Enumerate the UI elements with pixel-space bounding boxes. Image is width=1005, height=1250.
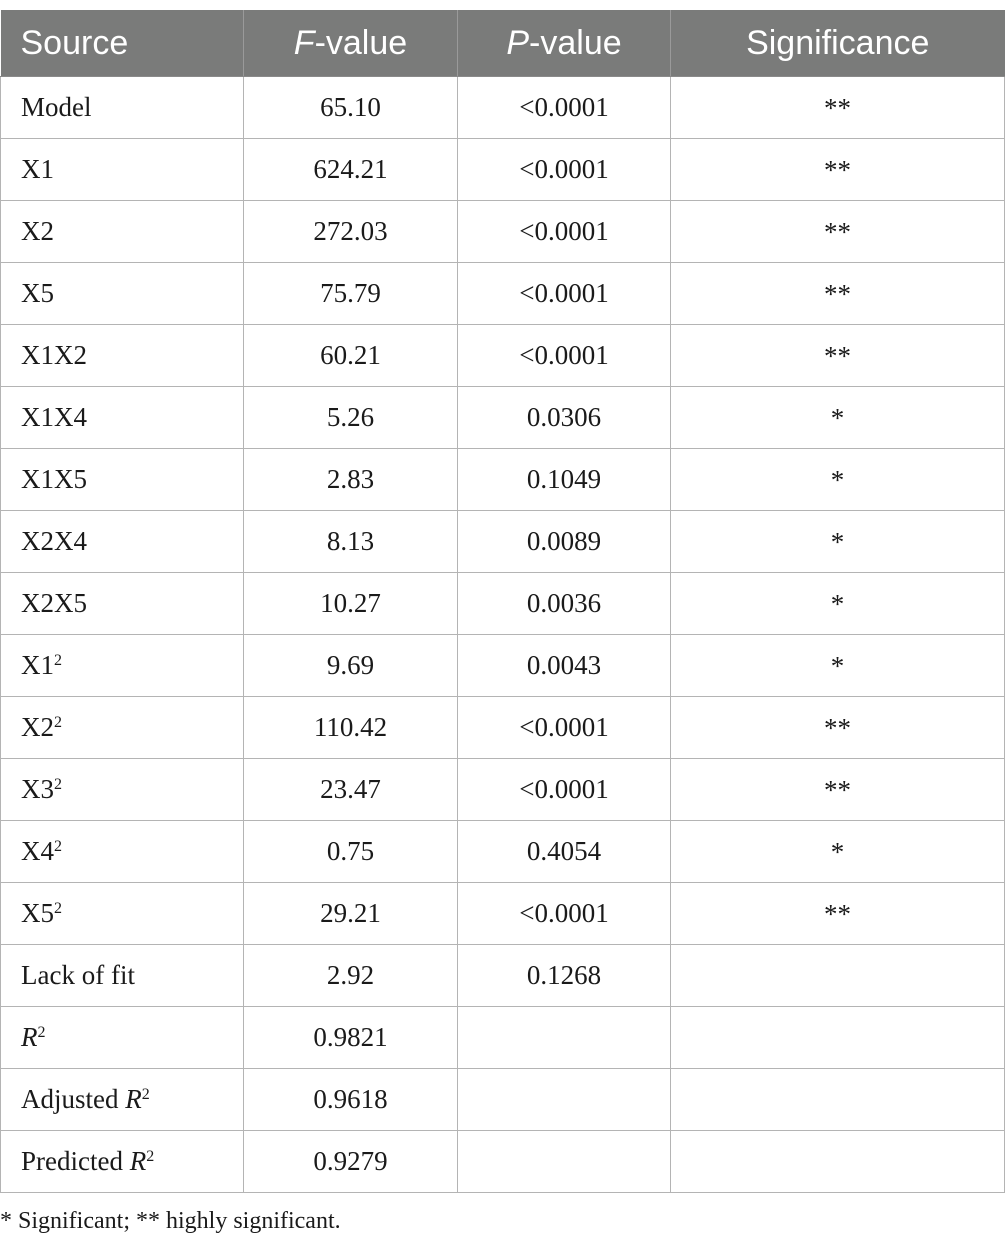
cell-significance: * bbox=[671, 511, 1005, 573]
cell-p-value: <0.0001 bbox=[458, 263, 671, 325]
cell-f-value: 5.26 bbox=[244, 387, 458, 449]
cell-f-value: 2.83 bbox=[244, 449, 458, 511]
table-row bbox=[1, 883, 1005, 945]
cell-p-value bbox=[458, 1131, 671, 1193]
cell-f-value: 0.75 bbox=[244, 821, 458, 883]
cell-f-value: 110.42 bbox=[244, 697, 458, 759]
cell-source: X1X2 bbox=[1, 325, 244, 387]
cell-f-value: 2.92 bbox=[244, 945, 458, 1007]
cell-source: $X1^2$ bbox=[1, 635, 244, 697]
table-row bbox=[1, 635, 1005, 697]
table-row-adjusted-r-squared bbox=[1, 1069, 1005, 1131]
cell-significance: ** bbox=[671, 139, 1005, 201]
cell-p-value bbox=[458, 1007, 671, 1069]
header-p-value: P-value bbox=[458, 10, 671, 77]
anova-table bbox=[0, 10, 1005, 1193]
cell-p-value bbox=[458, 1069, 671, 1131]
cell-source: $X2^2$ bbox=[1, 697, 244, 759]
cell-significance: * bbox=[671, 821, 1005, 883]
cell-f-value: 29.21 bbox=[244, 883, 458, 945]
cell-f-value: 9.69 bbox=[244, 635, 458, 697]
cell-f-value: 10.27 bbox=[244, 573, 458, 635]
cell-significance: ** bbox=[671, 201, 1005, 263]
cell-source: Predicted $R^2$ bbox=[1, 1131, 244, 1193]
cell-significance bbox=[671, 1007, 1005, 1069]
cell-source: X1 bbox=[1, 139, 244, 201]
cell-significance bbox=[671, 1131, 1005, 1193]
cell-p-value: 0.0089 bbox=[458, 511, 671, 573]
table-header-row bbox=[1, 10, 1005, 77]
cell-f-value: 624.21 bbox=[244, 139, 458, 201]
cell-f-value: 0.9821 bbox=[244, 1007, 458, 1069]
cell-p-value: 0.0306 bbox=[458, 387, 671, 449]
cell-p-value: 0.1049 bbox=[458, 449, 671, 511]
cell-source: X1X5 bbox=[1, 449, 244, 511]
anova-table-container bbox=[0, 10, 1004, 1193]
cell-source: X2X4 bbox=[1, 511, 244, 573]
table-row bbox=[1, 387, 1005, 449]
cell-f-value: 0.9279 bbox=[244, 1131, 458, 1193]
cell-p-value: 0.1268 bbox=[458, 945, 671, 1007]
cell-source: $X3^2$ bbox=[1, 759, 244, 821]
cell-p-value: 0.0043 bbox=[458, 635, 671, 697]
cell-significance bbox=[671, 1069, 1005, 1131]
table-footnote: * Significant; ** highly significant. bbox=[0, 1208, 341, 1234]
table-row bbox=[1, 697, 1005, 759]
table-row bbox=[1, 77, 1005, 139]
table-row bbox=[1, 945, 1005, 1007]
cell-f-value: 75.79 bbox=[244, 263, 458, 325]
cell-significance: ** bbox=[671, 883, 1005, 945]
cell-source: $X4^2$ bbox=[1, 821, 244, 883]
cell-f-value: 8.13 bbox=[244, 511, 458, 573]
cell-source: X2 bbox=[1, 201, 244, 263]
cell-significance: * bbox=[671, 449, 1005, 511]
cell-source: $R^2$ bbox=[1, 1007, 244, 1069]
cell-significance: * bbox=[671, 573, 1005, 635]
cell-significance: ** bbox=[671, 263, 1005, 325]
cell-significance: ** bbox=[671, 325, 1005, 387]
cell-f-value: 272.03 bbox=[244, 201, 458, 263]
table-row-r-squared bbox=[1, 1007, 1005, 1069]
table-row bbox=[1, 263, 1005, 325]
table-row-predicted-r-squared bbox=[1, 1131, 1005, 1193]
cell-significance: * bbox=[671, 387, 1005, 449]
cell-f-value: 23.47 bbox=[244, 759, 458, 821]
cell-p-value: <0.0001 bbox=[458, 139, 671, 201]
table-row bbox=[1, 573, 1005, 635]
cell-source: Adjusted $R^2$ bbox=[1, 1069, 244, 1131]
cell-source: X1X4 bbox=[1, 387, 244, 449]
cell-f-value: 0.9618 bbox=[244, 1069, 458, 1131]
cell-significance: ** bbox=[671, 77, 1005, 139]
cell-significance: * bbox=[671, 635, 1005, 697]
cell-source: Lack of fit bbox=[1, 945, 244, 1007]
cell-source: X2X5 bbox=[1, 573, 244, 635]
cell-significance: ** bbox=[671, 759, 1005, 821]
cell-p-value: <0.0001 bbox=[458, 697, 671, 759]
cell-p-value: <0.0001 bbox=[458, 325, 671, 387]
table-row bbox=[1, 325, 1005, 387]
table-row bbox=[1, 821, 1005, 883]
table-row bbox=[1, 511, 1005, 573]
cell-significance: ** bbox=[671, 697, 1005, 759]
cell-source: Model bbox=[1, 77, 244, 139]
cell-p-value: <0.0001 bbox=[458, 77, 671, 139]
cell-source: X5 bbox=[1, 263, 244, 325]
cell-f-value: 65.10 bbox=[244, 77, 458, 139]
cell-source: $X5^2$ bbox=[1, 883, 244, 945]
header-significance: Significance bbox=[671, 10, 1005, 77]
cell-f-value: 60.21 bbox=[244, 325, 458, 387]
cell-significance bbox=[671, 945, 1005, 1007]
table-row bbox=[1, 759, 1005, 821]
cell-p-value: 0.4054 bbox=[458, 821, 671, 883]
cell-p-value: <0.0001 bbox=[458, 883, 671, 945]
table-row bbox=[1, 201, 1005, 263]
header-f-value: F-value bbox=[244, 10, 458, 77]
cell-p-value: <0.0001 bbox=[458, 201, 671, 263]
table-row bbox=[1, 139, 1005, 201]
cell-p-value: <0.0001 bbox=[458, 759, 671, 821]
cell-p-value: 0.0036 bbox=[458, 573, 671, 635]
table-row bbox=[1, 449, 1005, 511]
header-source: Source bbox=[1, 10, 244, 77]
